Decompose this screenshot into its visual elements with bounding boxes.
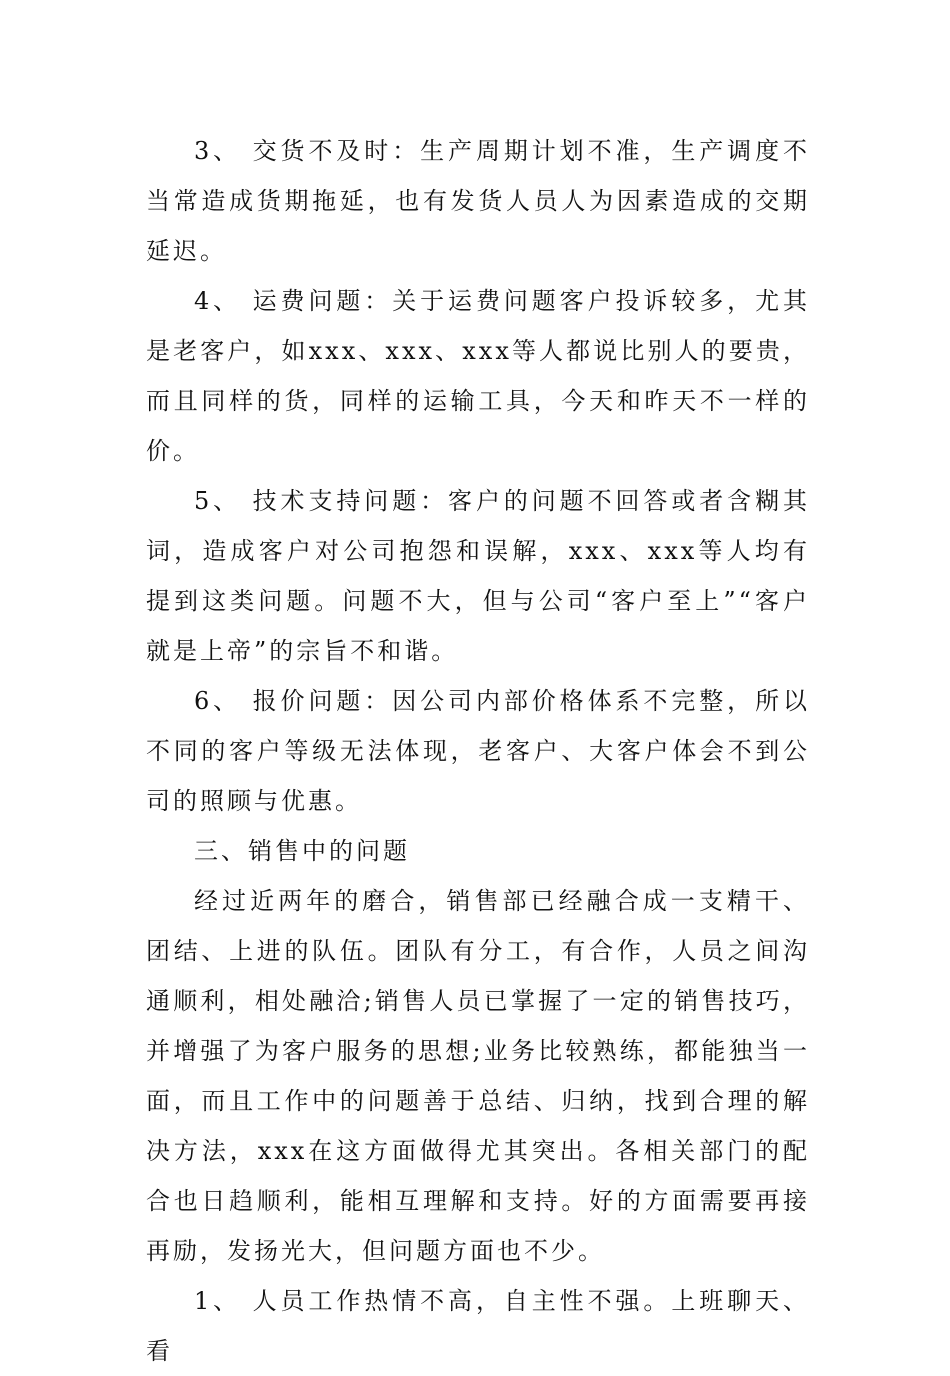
section-heading-sales-problems: 三、销售中的问题 [194, 837, 410, 865]
document-body [146, 126, 810, 1376]
paragraph-quotation-issue: 6、 报价问题：因公司内部价格体系不完整，所以不同的客户等级无法体现，老客户、大客户体会不到公司的照顾与优惠。 [146, 687, 810, 815]
paragraph-tech-support-issue: 5、 技术支持问题：客户的问题不回答或者含糊其词，造成客户对公司抱怨和误解，xxx、xxx等人均有提到这类问题。问题不大，但与公司“客户至上”“客户就是上帝”的宗旨不和谐。 [146, 487, 810, 665]
paragraph-freight-issue: 4、 运费问题：关于运费问题客户投诉较多，尤其是老客户，如xxx、xxx、xxx等人都说比别人的要贵，而且同样的货，同样的运输工具，今天和昨天不一样的价。 [146, 287, 810, 465]
paragraph-sales-intro: 经过近两年的磨合，销售部已经融合成一支精干、团结、上进的队伍。团队有分工，有合作，人员之间沟通顺利，相处融洽;销售人员已掌握了一定的销售技巧，并增强了为客户服务的思想;业务比较熟练，都能独当一面，而且工作中的问题善于总结、归纳，找到合理的解决方法，xxx在这方面做得尤其突出。各相关部门的配合也日趋顺利，能相互理解和支持。好的方面需要再接再励，发扬光大，但问题方面也不少。 [146, 887, 810, 1265]
paragraph-low-enthusiasm: 1、 人员工作热情不高，自主性不强。上班聊天、看 [146, 1287, 810, 1365]
paragraph-delivery-delay: 3、 交货不及时：生产周期计划不准，生产调度不当常造成货期拖延，也有发货人员人为因素造成的交期延迟。 [146, 137, 810, 265]
